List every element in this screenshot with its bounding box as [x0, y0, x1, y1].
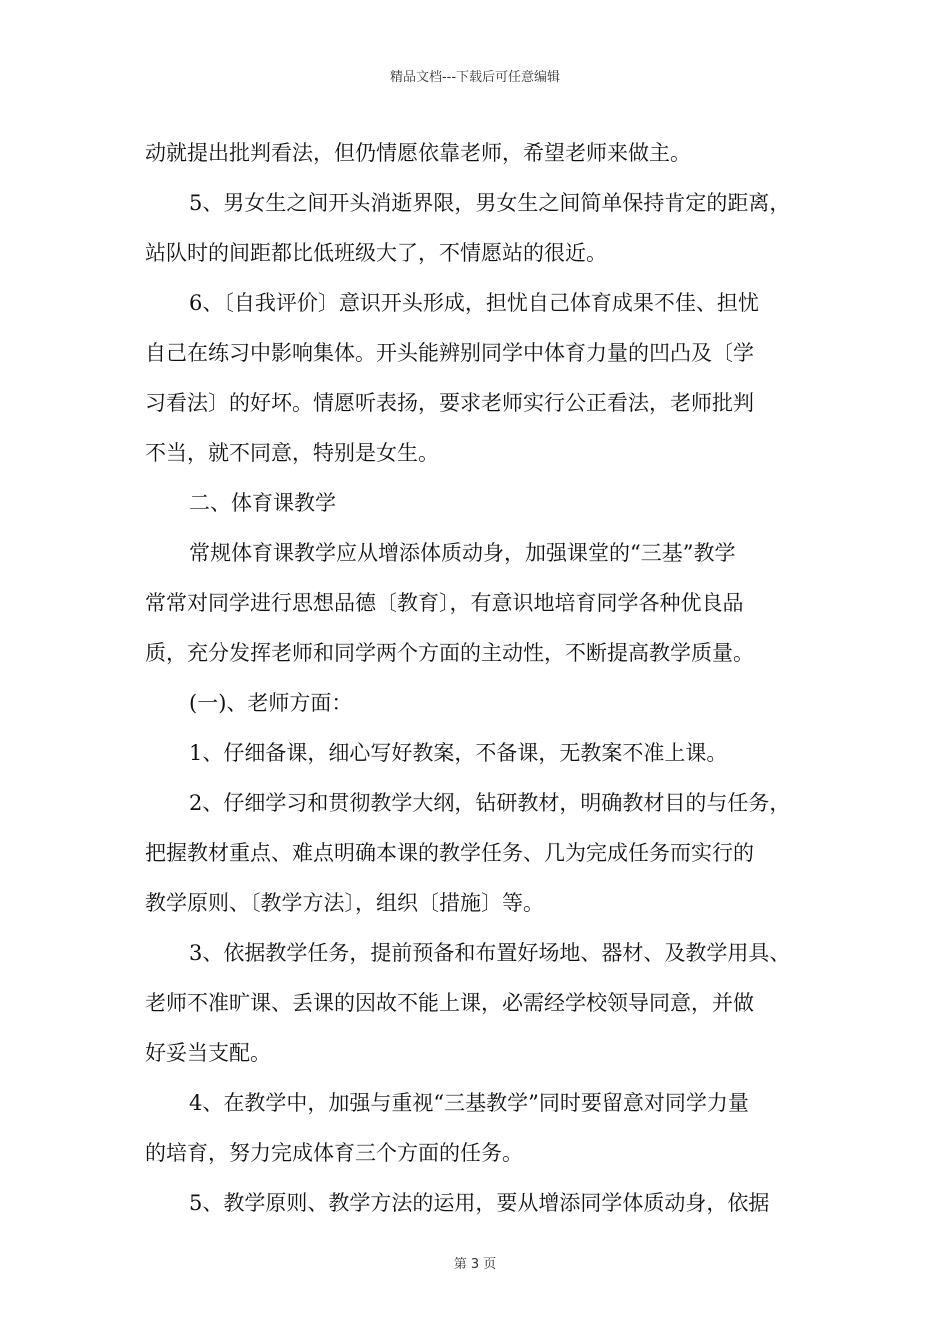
text-line: 好妥当支配。	[145, 1041, 271, 1065]
text-line: 1、仔细备课，细心写好教案，不备课，无教案不准上课。	[189, 741, 728, 765]
text-line: 自己在练习中影响集体。开头能辨别同学中体育力量的凹凸及〔学	[145, 341, 754, 365]
text-line: (一)、老师方面：	[189, 691, 353, 715]
text-line: 站队时的间距都比低班级大了，不情愿站的很近。	[145, 241, 607, 265]
document-body	[145, 128, 815, 1228]
text-line: 4、在教学中，加强与重视“三基教学”同时要留意对同学力量	[189, 1091, 749, 1115]
text-line: 常规体育课教学应从增添体质动身，加强课堂的“三基”教学	[189, 541, 736, 565]
text-line: 5、男女生之间开头消逝界限，男女生之间简单保持肯定的距离，	[189, 191, 791, 215]
text-line: 把握教材重点、难点明确本课的教学任务、几为完成任务而实行的	[145, 841, 754, 865]
text-line: 老师不准旷课、丢课的因故不能上课，必需经学校领导同意，并做	[145, 991, 754, 1015]
text-line: 习看法〕的好坏。情愿听表扬，要求老师实行公正看法，老师批判	[145, 391, 754, 415]
page-number: 第 3 页	[453, 1257, 497, 1272]
text-line: 6、〔自我评价〕意识开头形成，担忧自己体育成果不佳、担忧	[189, 291, 759, 315]
text-line: 不当，就不同意，特别是女生。	[145, 441, 439, 465]
text-line: 3、依据教学任务，提前预备和布置好场地、器材、及教学用具、	[189, 941, 791, 965]
text-line: 质，充分发挥老师和同学两个方面的主动性，不断提高教学质量。	[145, 641, 754, 665]
text-line: 的培育，努力完成体育三个方面的任务。	[145, 1141, 523, 1165]
text-line: 二、体育课教学	[189, 491, 336, 515]
text-line: 2、仔细学习和贯彻教学大纲，钻研教材，明确教材目的与任务，	[189, 791, 791, 815]
text-line: 动就提出批判看法，但仍情愿依靠老师，希望老师来做主。	[145, 141, 691, 165]
page-header: 精品文档---下载后可任意编辑	[389, 70, 561, 85]
text-line: 5、教学原则、教学方法的运用，要从增添同学体质动身，依据	[189, 1191, 770, 1215]
text-line: 常常对同学进行思想品德〔教育〕，有意识地培育同学各种优良品	[145, 591, 744, 615]
text-line: 教学原则、〔教学方法〕，组织〔措施〕等。	[145, 891, 544, 915]
